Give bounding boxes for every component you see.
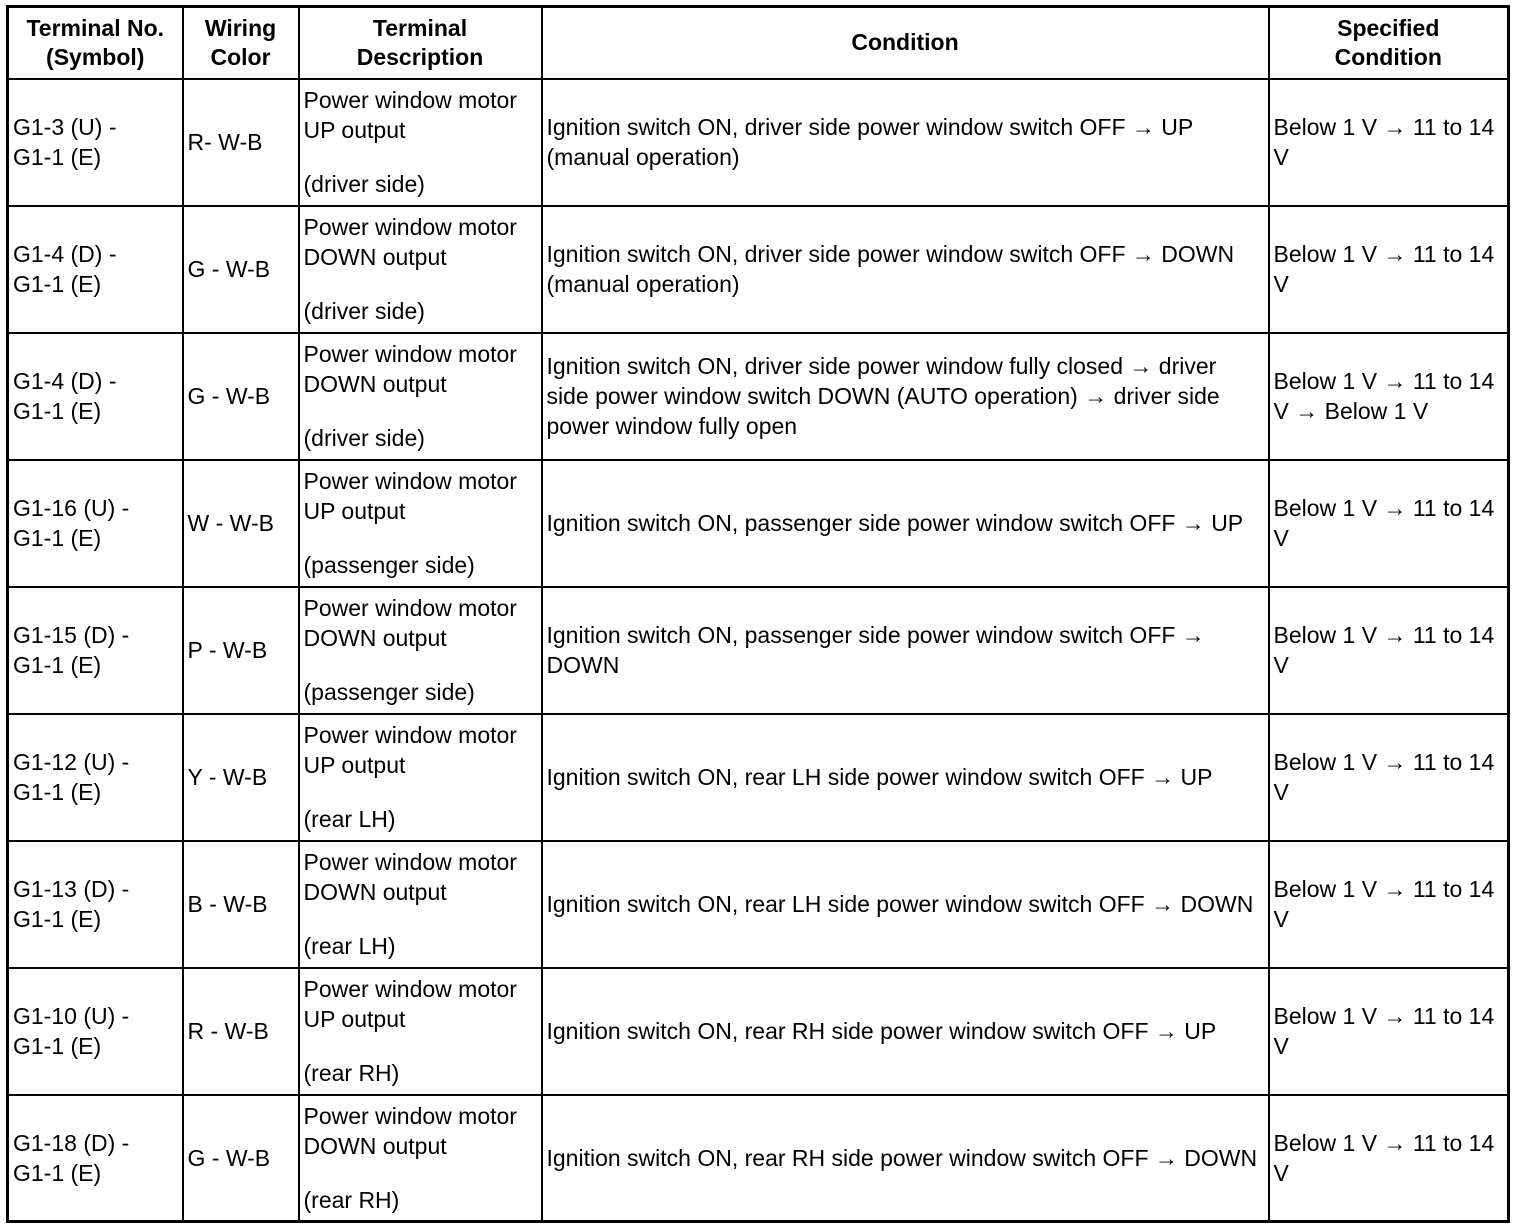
terminal-description-cell: Power window motor UP output (driver side) [299,79,542,206]
table-row [8,587,1509,714]
header-terminal-description: Terminal Description [299,7,542,79]
condition-cell: Ignition switch ON, rear RH side power window switch OFF → UP [542,968,1269,1095]
specified-condition-cell: Below 1 V → 11 to 14 V [1269,968,1509,1095]
terminal-description-cell: Power window motor UP output (rear LH) [299,714,542,841]
table-row [8,841,1509,968]
terminal-cell: G1-4 (D) - G1-1 (E) [8,206,183,333]
wiring-color-cell: W - W-B [183,460,299,587]
terminal-description-cell: Power window motor DOWN output (driver side) [299,333,542,460]
terminal-description-cell: Power window motor DOWN output (rear LH) [299,841,542,968]
terminal-cell: G1-18 (D) - G1-1 (E) [8,1095,183,1222]
table-row [8,968,1509,1095]
terminal-cell: G1-3 (U) - G1-1 (E) [8,79,183,206]
terminal-cell: G1-10 (U) - G1-1 (E) [8,968,183,1095]
specified-condition-cell: Below 1 V → 11 to 14 V [1269,206,1509,333]
terminal-cell: G1-16 (U) - G1-1 (E) [8,460,183,587]
condition-cell: Ignition switch ON, passenger side power window switch OFF → UP [542,460,1269,587]
specified-condition-cell: Below 1 V → 11 to 14 V [1269,1095,1509,1222]
wiring-color-cell: B - W-B [183,841,299,968]
condition-cell: Ignition switch ON, driver side power window switch OFF → UP (manual operation) [542,79,1269,206]
wiring-color-cell: G - W-B [183,333,299,460]
terminal-description-cell: Power window motor DOWN output (rear RH) [299,1095,542,1222]
terminal-description-cell: Power window motor DOWN output (passenger side) [299,587,542,714]
specified-condition-cell: Below 1 V → 11 to 14 V [1269,714,1509,841]
specified-condition-cell: Below 1 V → 11 to 14 V → Below 1 V [1269,333,1509,460]
terminal-cell: G1-12 (U) - G1-1 (E) [8,714,183,841]
table-row [8,206,1509,333]
header-terminal-no: Terminal No. (Symbol) [8,7,183,79]
terminal-cell: G1-15 (D) - G1-1 (E) [8,587,183,714]
wiring-color-cell: R - W-B [183,968,299,1095]
terminal-description-cell: Power window motor UP output (passenger side) [299,460,542,587]
wiring-color-cell: G - W-B [183,1095,299,1222]
condition-cell: Ignition switch ON, rear LH side power window switch OFF → DOWN [542,841,1269,968]
table-row [8,714,1509,841]
terminal-cell: G1-4 (D) - G1-1 (E) [8,333,183,460]
header-row [8,7,1509,79]
table-row [8,79,1509,206]
table-row [8,1095,1509,1222]
terminal-description-cell: Power window motor DOWN output (driver side) [299,206,542,333]
terminal-cell: G1-13 (D) - G1-1 (E) [8,841,183,968]
condition-cell: Ignition switch ON, driver side power window switch OFF → DOWN (manual operation) [542,206,1269,333]
wiring-color-cell: Y - W-B [183,714,299,841]
header-wiring-color: Wiring Color [183,7,299,79]
condition-cell: Ignition switch ON, driver side power window fully closed → driver side power window switch DOWN (AUTO operation) → driver side power window fully open [542,333,1269,460]
condition-cell: Ignition switch ON, rear RH side power window switch OFF → DOWN [542,1095,1269,1222]
wiring-color-cell: R- W-B [183,79,299,206]
specified-condition-cell: Below 1 V → 11 to 14 V [1269,841,1509,968]
terminal-description-cell: Power window motor UP output (rear RH) [299,968,542,1095]
wiring-color-cell: G - W-B [183,206,299,333]
wiring-color-cell: P - W-B [183,587,299,714]
table-row [8,460,1509,587]
terminal-spec-table [6,5,1510,1223]
header-condition: Condition [542,7,1269,79]
specified-condition-cell: Below 1 V → 11 to 14 V [1269,460,1509,587]
specified-condition-cell: Below 1 V → 11 to 14 V [1269,587,1509,714]
condition-cell: Ignition switch ON, rear LH side power window switch OFF → UP [542,714,1269,841]
table-row [8,333,1509,460]
condition-cell: Ignition switch ON, passenger side power window switch OFF → DOWN [542,587,1269,714]
specified-condition-cell: Below 1 V → 11 to 14 V [1269,79,1509,206]
header-specified-condition: Specified Condition [1269,7,1509,79]
